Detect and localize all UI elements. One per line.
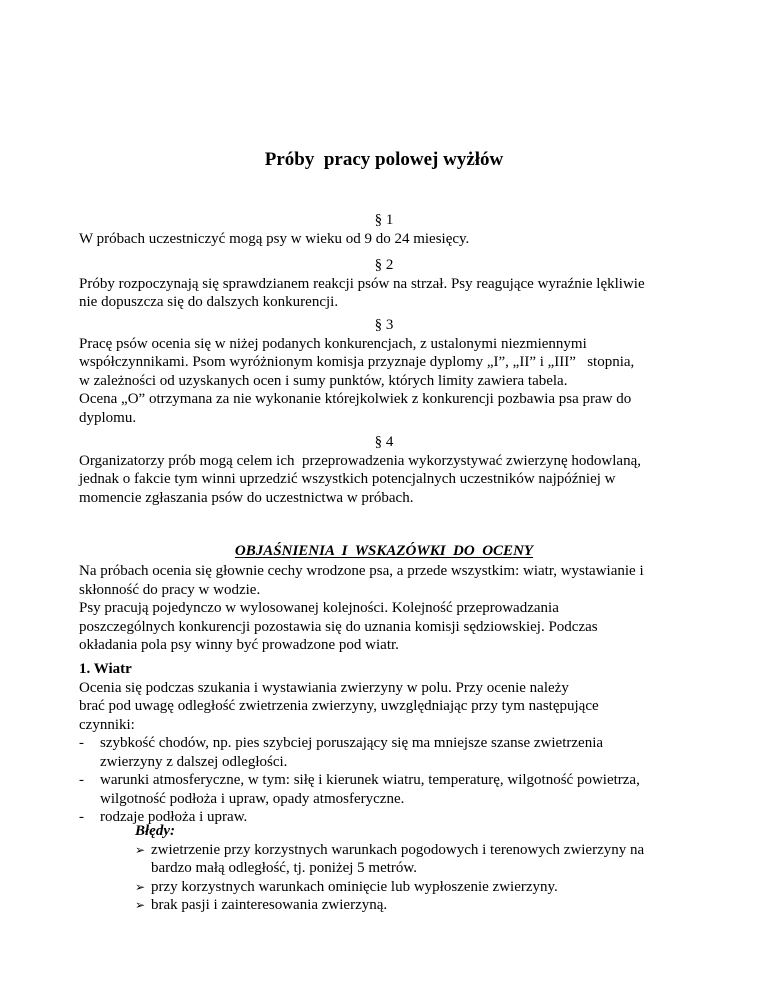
wind-section: [79, 660, 689, 827]
paragraph-line: Organizatorzy prób mogą celem ich przeprowadzenia wykorzystywać zwierzynę hodowlaną,: [79, 452, 641, 469]
paragraph-number: § 1: [374, 212, 394, 228]
explanations-line: okładania pola psy winny być prowadzone pod wiatr.: [79, 637, 399, 653]
paragraph-1: [79, 211, 689, 248]
paragraph-line: Ocena „O” otrzymana za nie wykonanie którejkolwiek z konkurencji pozbawia psa praw do: [79, 391, 632, 407]
arrowhead-bullet-icon: ➢: [135, 879, 146, 894]
paragraph-4: [79, 433, 689, 507]
arrowhead-bullet-icon: ➢: [135, 842, 146, 857]
document-title: Próby pracy polowej wyżłów: [264, 149, 504, 170]
error-text: zwietrzenie przy korzystnych warunkach pogodowych i terenowych zwierzyny na: [151, 841, 645, 858]
error-text-continued: bardzo małą odległość, tj. poniżej 5 metrów.: [151, 860, 418, 876]
errors-block: [135, 822, 695, 915]
paragraph-line: Pracę psów ocenia się w niżej podanych konkurencjach, z ustalonymi niezmiennymi: [79, 335, 587, 352]
factor-item: [79, 734, 689, 753]
paragraph-number: § 3: [374, 317, 394, 333]
paragraph-number: § 4: [374, 434, 394, 450]
error-text: brak pasji i zainteresowania zwierzyną.: [151, 897, 388, 913]
paragraph-line: współczynnikami. Psom wyróżnionym komisja przyznaje dyplomy „I”, „II” i „III” stopnia,: [79, 354, 635, 370]
paragraph-line: dyplomu.: [79, 409, 137, 426]
wind-line: brać pod uwagę odległość zwietrzenia zwierzyny, uwzględniając przy tym następujące: [79, 698, 599, 714]
explanations-line: skłonność do pracy w wodzie.: [79, 581, 261, 598]
factor-text: rodzaje podłoża i upraw.: [100, 809, 248, 825]
paragraph-line: W próbach uczestniczyć mogą psy w wieku od 9 do 24 miesięcy.: [79, 230, 470, 247]
errors-heading: Błędy:: [135, 823, 175, 839]
explanations-line: Psy pracują pojedynczo w wylosowanej kolejności. Kolejność przeprowadzania: [79, 600, 559, 616]
paragraph-line: momencie zgłaszania psów do uczestnictwa w próbach.: [79, 489, 414, 506]
paragraph-line: Próby rozpoczynają się sprawdzianem reakcji psów na strzał. Psy reagujące wyraźnie lękliwie: [79, 275, 645, 292]
explanations-line: poszczególnych konkurencji pozostawia się do uznania komisji sędziowskiej. Podczas: [79, 618, 598, 635]
wind-heading: 1. Wiatr: [79, 661, 132, 677]
wind-line: czynniki:: [79, 716, 135, 733]
paragraph-line: w zależności od uzyskanych ocen i sumy punktów, których limity zawiera tabela.: [79, 372, 568, 389]
factor-text: szybkość chodów, np. pies szybciej poruszający się ma mniejsze szanse zwietrzenia: [100, 735, 604, 751]
dash-bullet: -: [79, 772, 84, 788]
factor-text-continued: zwierzyny z dalszej odległości.: [100, 753, 288, 770]
factor-text: warunki atmosferyczne, w tym: siłę i kierunek wiatru, temperaturę, wilgotność powietrza,: [100, 772, 640, 788]
paragraph-3: [79, 316, 689, 427]
dash-bullet: -: [79, 735, 84, 751]
factor-item: [79, 771, 689, 790]
explanations-text: [79, 562, 689, 655]
explanations-heading: OBJAŚNIENIA I WSKAZÓWKI DO OCENY: [234, 543, 534, 559]
error-text: przy korzystnych warunkach ominięcie lub wypłoszenie zwierzyny.: [151, 878, 558, 895]
paragraph-2: [79, 256, 689, 312]
error-item: [135, 896, 695, 915]
error-item: [135, 841, 695, 860]
arrowhead-bullet-icon: ➢: [135, 898, 146, 912]
paragraph-line: jednak o fakcie tym winni uprzedzić wszystkich potencjalnych uczestników najpóźniej w: [79, 471, 616, 487]
error-item: [135, 878, 695, 897]
dash-bullet: -: [79, 809, 84, 825]
factor-list: [79, 734, 689, 827]
paragraph-number: § 2: [374, 257, 394, 273]
paragraph-line: nie dopuszcza się do dalszych konkurencji.: [79, 294, 339, 310]
wind-line: Ocenia się podczas szukania i wystawiania zwierzyny w polu. Przy ocenie należy: [79, 679, 569, 696]
explanations-line: Na próbach ocenia się głownie cechy wrodzone psa, a przede wszystkim: wiatr, wystawianie i: [79, 563, 644, 579]
factor-text-continued: wilgotność podłoża i upraw, opady atmosferyczne.: [100, 790, 405, 807]
